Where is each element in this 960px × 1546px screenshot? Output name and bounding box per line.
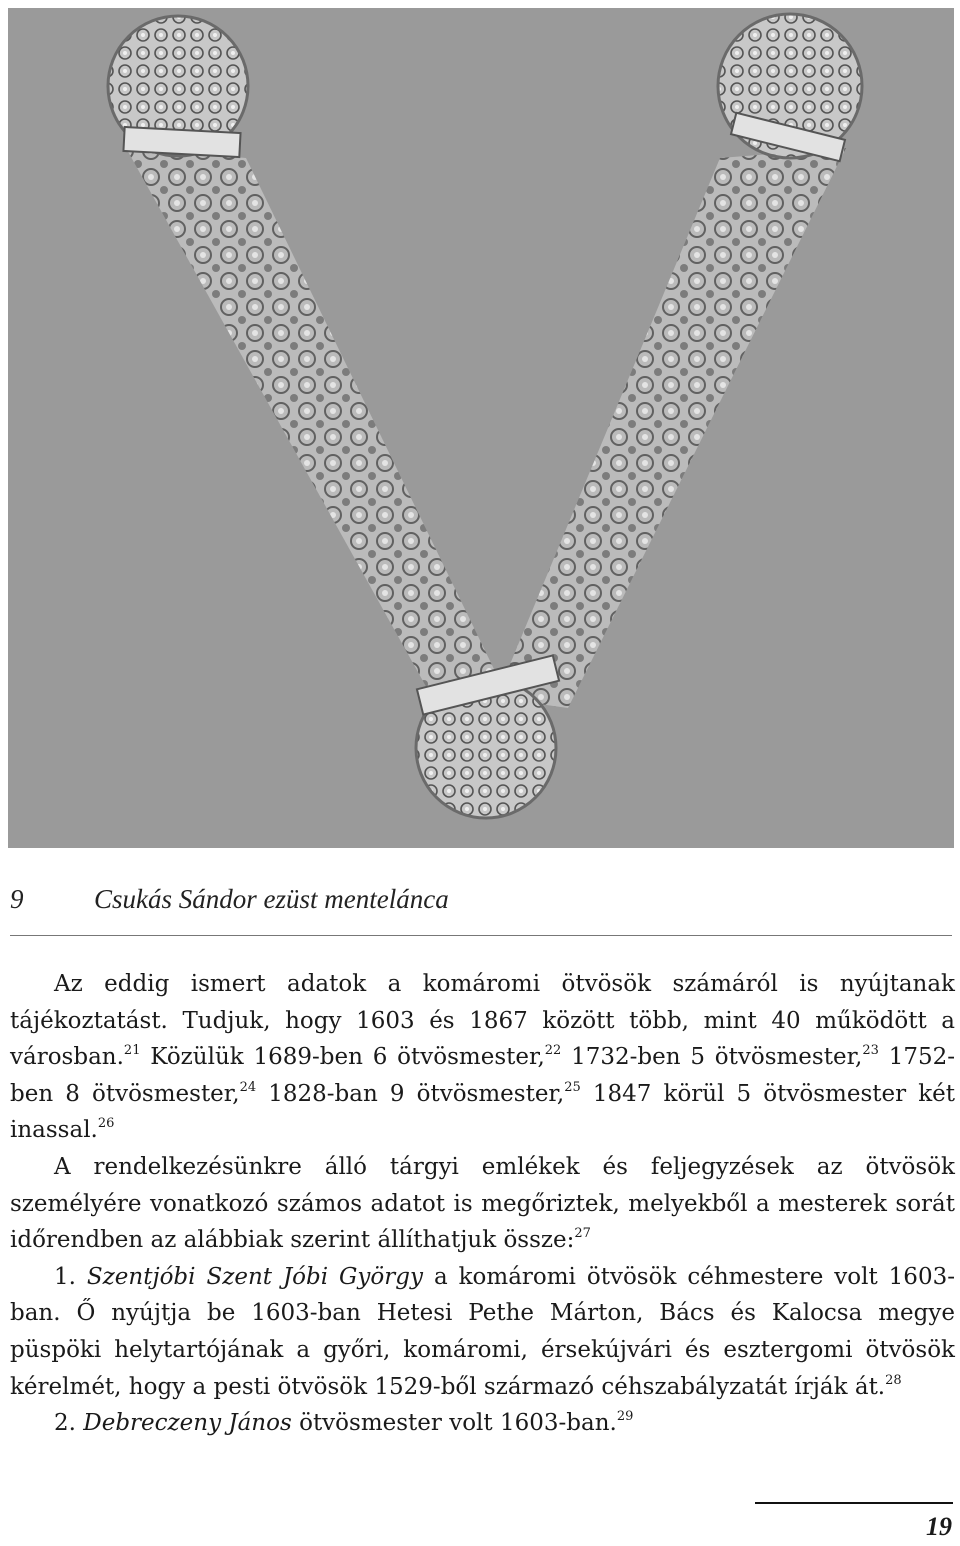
footnote-ref-24: 24 — [239, 1079, 257, 1095]
footnote-ref-28: 28 — [885, 1372, 902, 1388]
footer-rule — [755, 1502, 953, 1504]
footnote-ref-23: 23 — [862, 1043, 879, 1059]
p1-text-a: Az eddig ismert adatok a komáromi ötvösök számáról is nyújtanak tájékoztatást. Tudjuk, hogy 1603 és 1867 között több, mint 40 működött a városban. — [10, 971, 955, 1071]
p3-text: a komáromi ötvösök céhmestere volt 1603-ban. Ő nyújtja be 1603-ban Hetesi Pethe Márton, Bács és Kalocsa megye püspöki helytartójának a győri, komáromi, érsekújvári és esztergomi ötvösök kérelmét, hogy a pesti ötvösök 1529-ből származó céhszabályzatát írják át. — [10, 1263, 955, 1400]
p2-text: A rendelkezésünkre álló tárgyi emlékek és feljegyzések az ötvösök személyére vonatkozó számos adatot is megőriztek, melyekből a mesterek sorát időrendben az alábbiak szerint állíthatjuk össze: — [10, 1153, 955, 1254]
necklace-photo — [8, 8, 954, 848]
footnote-ref-27: 27 — [574, 1226, 591, 1242]
p1-text-e: 1828-ban 9 ötvösmester, — [256, 1080, 565, 1107]
clasp-top-left — [123, 127, 240, 157]
footnote-ref-25: 25 — [564, 1079, 581, 1095]
paragraph-1 — [10, 966, 955, 1149]
page-number: 19 — [926, 1512, 952, 1541]
figure-number: 9 — [10, 884, 24, 914]
p3-name: Szentjóbi Szent Jóbi György — [86, 1263, 423, 1290]
paragraph-2 — [10, 1149, 955, 1259]
p4-name: Debreczeny János — [83, 1410, 292, 1437]
p4-number: 2. — [54, 1410, 84, 1437]
p1-text-b: Közülük 1689-ben 6 ötvösmester, — [140, 1044, 545, 1071]
p1-text-d: 1752-ben 8 ötvösmester, — [10, 1044, 956, 1107]
footnote-ref-29: 29 — [616, 1409, 634, 1425]
p1-text-f: 1847 körül 5 ötvösmester két inassal. — [10, 1080, 955, 1144]
p3-number: 1. — [54, 1263, 87, 1290]
footnote-ref-21: 21 — [123, 1043, 141, 1059]
p1-text-c: 1732-ben 5 ötvösmester, — [561, 1044, 863, 1071]
footnote-ref-22: 22 — [544, 1043, 562, 1059]
caption-divider — [10, 935, 952, 936]
figure-caption-text: Csukás Sándor ezüst mentelánca — [94, 884, 449, 914]
body-text — [10, 966, 955, 1442]
paragraph-3 — [10, 1259, 955, 1405]
p4-text: ötvösmester volt 1603-ban. — [291, 1410, 617, 1437]
figure-caption — [10, 884, 950, 915]
footnote-ref-26: 26 — [97, 1116, 115, 1132]
paragraph-4 — [10, 1405, 955, 1442]
